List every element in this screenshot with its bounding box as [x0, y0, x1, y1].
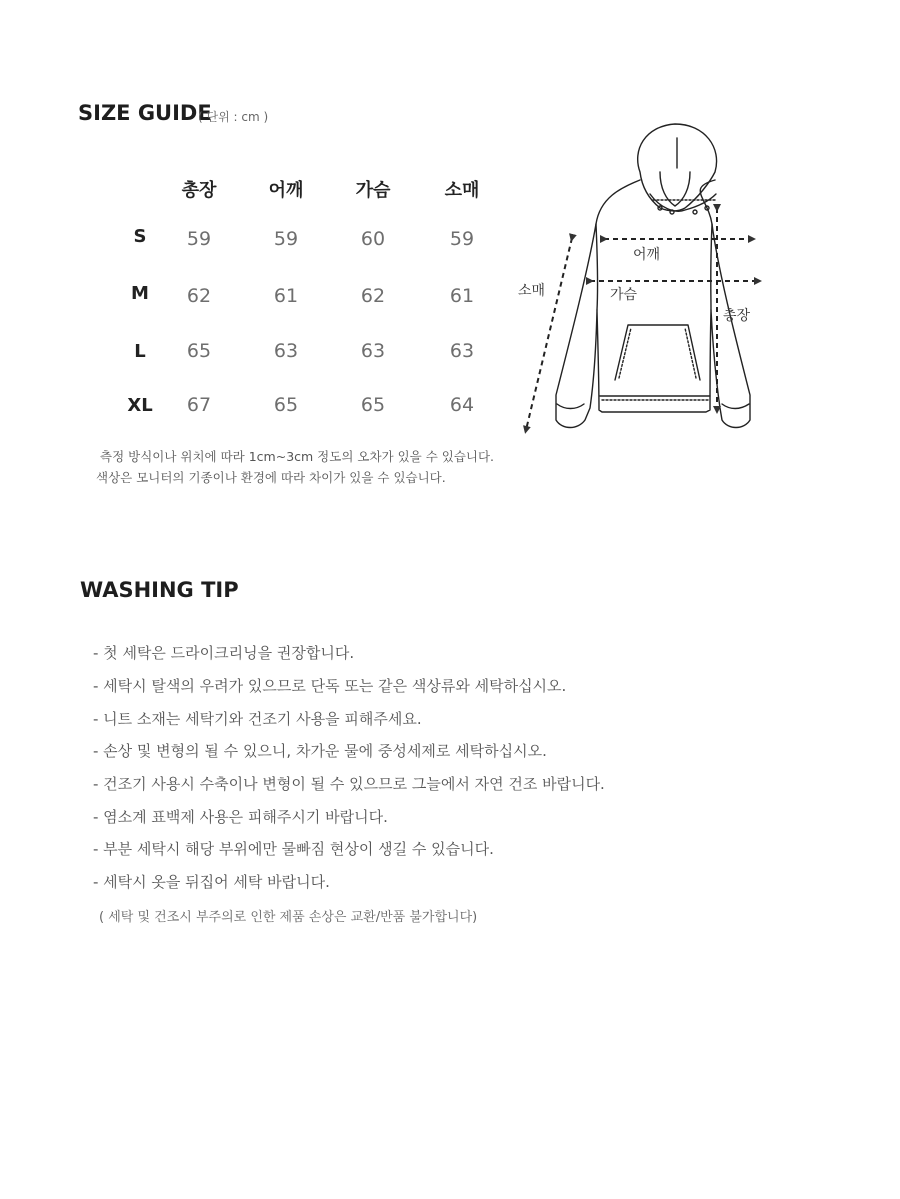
diagram-label-sleeve: 소매	[518, 283, 546, 299]
table-cell: 67	[186, 394, 212, 416]
diagram-label-chest: 가슴	[610, 287, 638, 303]
table-cell: 62	[186, 285, 212, 307]
list-item: - 세탁시 탈색의 우려가 있으므로 단독 또는 같은 색상류와 세탁하십시오.	[93, 677, 567, 695]
hoodie-size-diagram-icon	[510, 120, 810, 440]
table-cell: 60	[360, 228, 386, 250]
row-label-xl: XL	[127, 395, 153, 416]
row-label-m: M	[131, 283, 149, 304]
list-item: - 부분 세탁시 해당 부위에만 물빠짐 현상이 생길 수 있습니다.	[93, 840, 494, 858]
column-header-sleeve: 소매	[444, 180, 480, 201]
table-cell: 62	[360, 285, 386, 307]
table-cell: 65	[273, 394, 299, 416]
column-header-shoulder: 어깨	[268, 180, 304, 201]
table-cell: 64	[449, 394, 475, 416]
list-item: - 세탁시 옷을 뒤집어 세탁 바랍니다.	[93, 873, 330, 891]
table-cell: 61	[449, 285, 475, 307]
diagram-label-shoulder: 어깨	[633, 247, 661, 263]
list-item: - 니트 소재는 세탁기와 건조기 사용을 피해주세요.	[93, 710, 422, 728]
row-label-s: S	[133, 226, 147, 247]
table-cell: 61	[273, 285, 299, 307]
table-cell: 59	[273, 228, 299, 250]
table-cell: 63	[360, 340, 386, 362]
column-header-chest: 가슴	[355, 180, 391, 201]
table-cell: 65	[360, 394, 386, 416]
color-note: 색상은 모니터의 기종이나 환경에 따라 차이가 있을 수 있습니다.	[96, 470, 446, 485]
table-cell: 59	[449, 228, 475, 250]
diagram-label-length: 총장	[723, 308, 751, 324]
table-cell: 59	[186, 228, 212, 250]
table-cell: 63	[449, 340, 475, 362]
list-item: - 건조기 사용시 수축이나 변형이 될 수 있으므로 그늘에서 자연 건조 바랍니다.	[93, 775, 605, 793]
measurement-note: 측정 방식이나 위치에 따라 1cm~3cm 정도의 오차가 있을 수 있습니다.	[100, 449, 495, 464]
list-item: - 첫 세탁은 드라이크리닝을 권장합니다.	[93, 644, 355, 662]
table-cell: 65	[186, 340, 212, 362]
list-item: - 손상 및 변형의 될 수 있으니, 차가운 물에 중성세제로 세탁하십시오.	[93, 742, 547, 760]
size-guide-title: SIZE GUIDE	[78, 101, 212, 125]
table-cell: 63	[273, 340, 299, 362]
column-header-length: 총장	[181, 180, 217, 201]
list-item: - 염소계 표백제 사용은 피해주시기 바랍니다.	[93, 808, 388, 826]
size-guide-unit: ( 단위 : cm )	[198, 110, 269, 124]
washing-tip-note: ( 세탁 및 건조시 부주의로 인한 제품 손상은 교환/반품 불가합니다)	[99, 910, 478, 925]
row-label-l: L	[134, 341, 146, 362]
washing-tip-title: WASHING TIP	[80, 578, 239, 602]
